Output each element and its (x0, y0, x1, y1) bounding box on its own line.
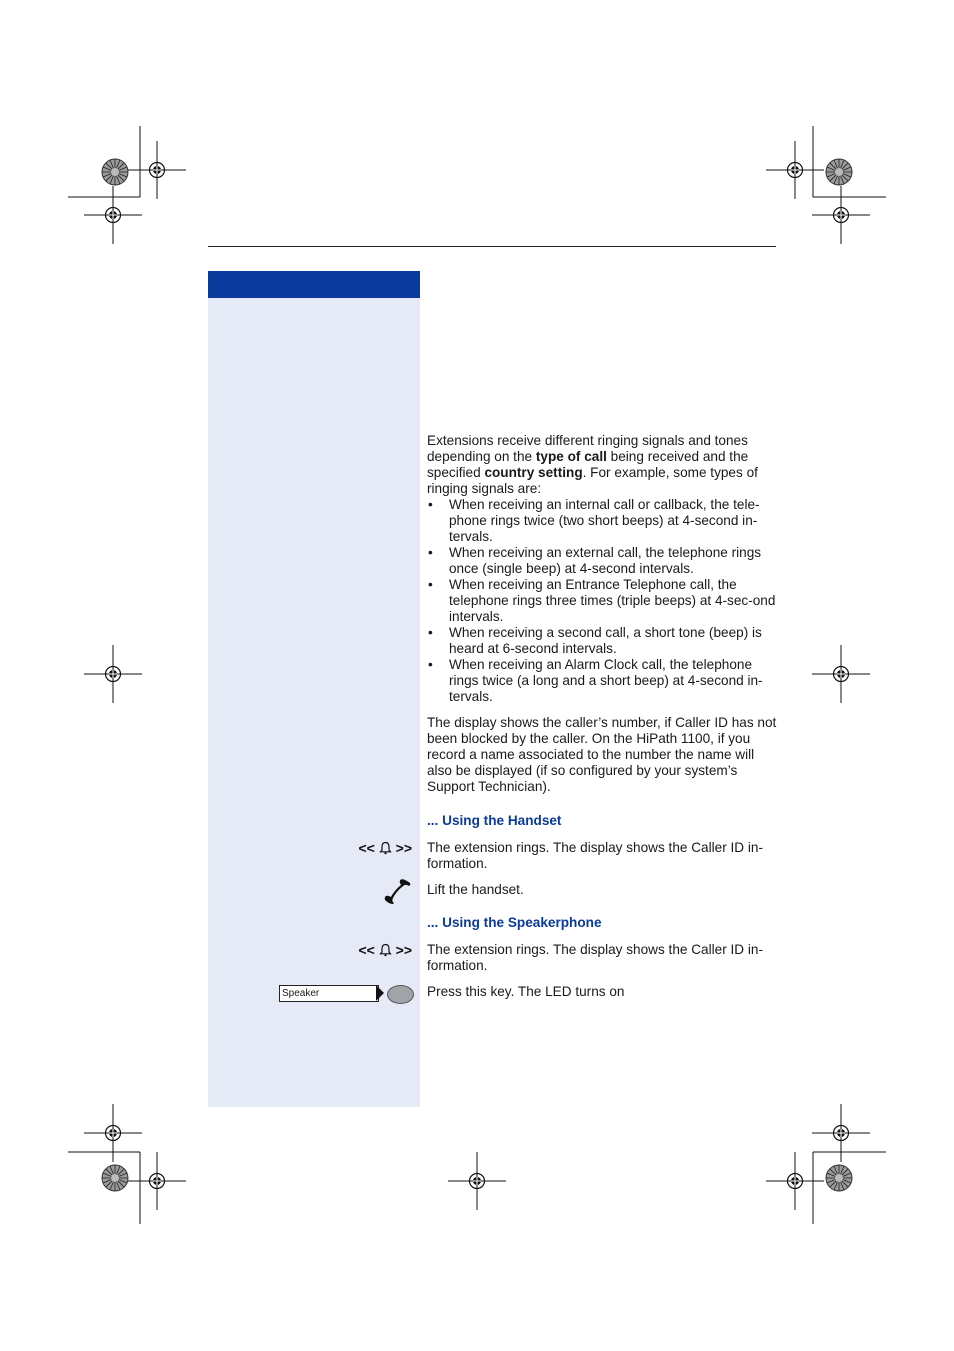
ring-left-arrows: << (358, 840, 375, 856)
ring-indicator-speaker (359, 942, 413, 958)
speaker-ring-text: The extension rings. The display shows the Caller ID in-formation. (427, 942, 763, 973)
intro-text-c: being received and the specified (427, 449, 749, 480)
speakerphone-heading-text: Using the Speakerphone (442, 915, 602, 930)
handset-ring-text: The extension rings. The display shows the Caller ID in-formation. (427, 840, 763, 871)
bell-icon (379, 841, 392, 855)
ring-right-arrows: >> (395, 840, 412, 856)
ring-left-arrows: << (358, 942, 375, 958)
intro-bold-country-setting: country setting (484, 465, 583, 480)
speaker-led[interactable] (387, 985, 414, 1004)
intro-text-a: Extensions receive different ringing signals and tones depending on the (427, 433, 748, 464)
heading-dots: ... (427, 813, 439, 828)
speakerphone-heading (427, 915, 602, 930)
list-item: • When receiving a second call, a short tone (beep) is heard at 6-second intervals. (427, 625, 779, 657)
speaker-key[interactable] (279, 985, 379, 1002)
ring-right-arrows: >> (395, 942, 412, 958)
handset-icon (383, 878, 413, 904)
bell-icon (379, 943, 392, 957)
key-pointer (376, 985, 384, 1001)
display-paragraph: The display shows the caller’s number, if Caller ID has not been blocked by the caller. On the HiPath 1100, if you record a name associated to the number the name will also be displayed (if so configured by your system’s Support Technician). (427, 715, 777, 794)
list-item: • When receiving an Alarm Clock call, the telephone rings twice (a long and a short beep) at 4-second in-tervals. (427, 657, 779, 705)
top-rule (208, 246, 776, 247)
chapter-header-bar (208, 271, 420, 298)
handset-heading (427, 813, 561, 828)
list-item: • When receiving an Entrance Telephone call, the telephone rings three times (triple beeps) at 4-sec-ond intervals. (427, 577, 779, 625)
intro-bold-type-of-call: type of call (535, 449, 607, 464)
lift-handset-text: Lift the handset. (427, 882, 524, 897)
intro-paragraph (427, 433, 779, 705)
ringing-signal-list (427, 497, 779, 705)
heading-dots: ... (427, 915, 439, 930)
list-item: • When receiving an internal call or callback, the tele-phone rings twice (two short beeps) at 4-second in-tervals. (427, 497, 779, 545)
handset-heading-text: Using the Handset (442, 813, 562, 828)
ring-indicator-handset (359, 840, 413, 856)
intro-text-e: . For example, some types of ringing signals are: (427, 465, 758, 496)
list-item: • When receiving an external call, the telephone rings once (single beep) at 4-second intervals. (427, 545, 779, 577)
speaker-key-label: Speaker (279, 985, 379, 1002)
press-key-text: Press this key. The LED turns on (427, 984, 625, 999)
